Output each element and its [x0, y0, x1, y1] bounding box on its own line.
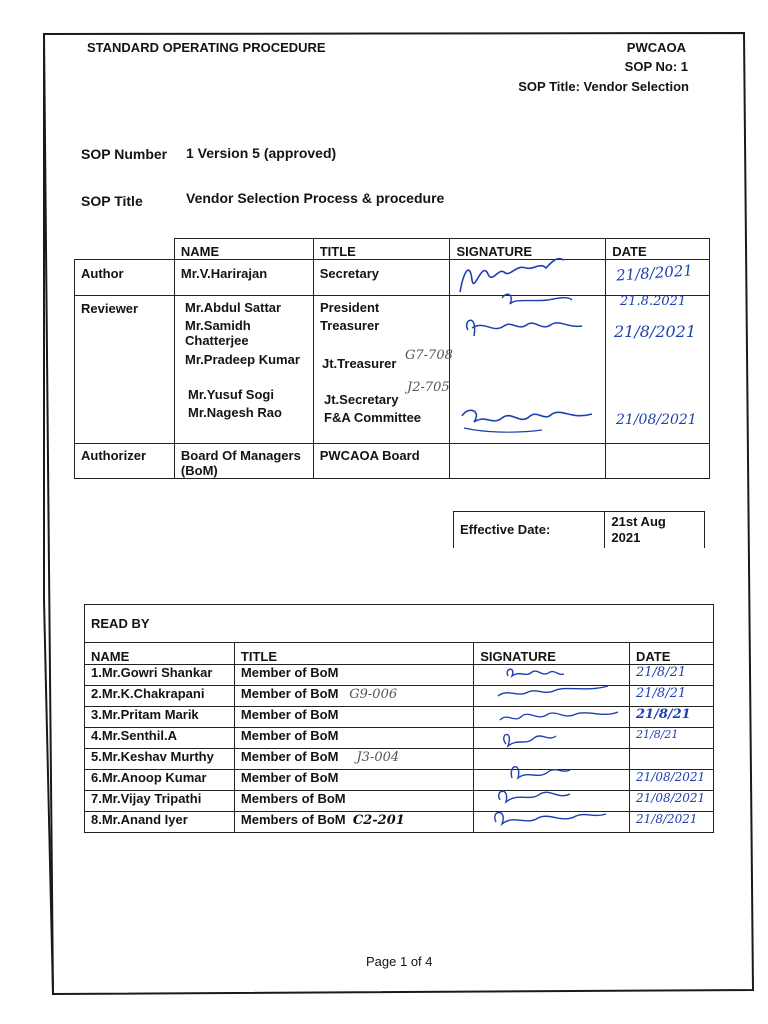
reader-name: 5.Mr.Keshav Murthy — [85, 749, 235, 770]
author-name: Mr.V.Harirajan — [174, 260, 313, 296]
reader-title-text: Member of BoM — [240, 665, 339, 680]
reader-note: G9-006 — [349, 687, 398, 702]
author-role: Author — [75, 260, 175, 296]
reader-date: 21/8/21 — [630, 686, 714, 707]
authorizer-signature — [450, 444, 606, 479]
author-title: Secretary — [313, 260, 450, 296]
col-signature: SIGNATURE — [450, 239, 606, 260]
header-sop-no: SOP No: 1 — [624, 59, 688, 74]
author-row — [75, 260, 710, 296]
reader-name: 2.Mr.K.Chakrapani — [85, 686, 235, 707]
reader-date — [630, 749, 714, 770]
reviewer-title-note-2: J2-705 — [407, 380, 450, 395]
reader-title — [234, 707, 473, 728]
reader-date: 21/8/21 — [630, 665, 714, 686]
reviewer-title-3: Jt.Treasurer — [322, 356, 397, 371]
reader-title — [234, 665, 473, 686]
page-number: Page 1 of 4 — [366, 954, 433, 969]
reader-title-text: Members of BoM — [240, 812, 346, 827]
sop-number-value: 1 Version 5 (approved) — [186, 145, 337, 161]
reader-date: 21/08/2021 — [630, 791, 714, 812]
reviewer-title-5: F&A Committee — [324, 410, 422, 425]
reader-title — [234, 686, 473, 707]
read-col-signature: SIGNATURE — [474, 643, 630, 665]
reader-date: 21/08/2021 — [630, 770, 714, 791]
authorizer-row — [75, 444, 710, 479]
authorizer-date — [606, 444, 710, 479]
effective-date-label: Effective Date: — [454, 512, 605, 548]
reader-name: 7.Mr.Vijay Tripathi — [85, 791, 235, 812]
reader-title-text: Member of BoM — [240, 686, 339, 701]
authorizer-name: Board Of Managers (BoM) — [174, 444, 313, 479]
col-name: NAME — [174, 239, 313, 260]
reader-title — [234, 791, 473, 812]
reviewer-name-5: Mr.Nagesh Rao — [188, 405, 282, 420]
effective-date-value: 21st Aug 2021 — [605, 512, 705, 548]
reviewer-name-2: Mr.Samidh Chatterjee — [185, 318, 251, 348]
reader-title-text: Members of BoM — [240, 791, 346, 806]
approval-signatures — [452, 250, 608, 440]
sop-title-value: Vendor Selection Process & procedure — [186, 190, 445, 206]
reader-name: 3.Mr.Pritam Marik — [85, 707, 235, 728]
reviewer-title-note-1: G7-708 — [405, 348, 453, 363]
read-by-signatures — [478, 662, 633, 838]
reader-title — [234, 770, 473, 791]
authorizer-role: Authorizer — [75, 444, 175, 479]
read-col-name: NAME — [85, 643, 235, 665]
reviewer-name-4: Mr.Yusuf Sogi — [188, 387, 274, 402]
col-date: DATE — [606, 239, 710, 260]
reader-title — [234, 749, 473, 770]
reader-note: J3-004 — [356, 750, 400, 765]
reviewer-date-2: 21/8/2021 — [614, 322, 697, 341]
read-by-caption: READ BY — [85, 605, 714, 643]
reviewer-title-4: Jt.Secretary — [324, 392, 399, 407]
reader-name: 1.Mr.Gowri Shankar — [85, 665, 235, 686]
header-org: PWCAOA — [626, 40, 686, 55]
read-col-title: TITLE — [234, 643, 473, 665]
reader-date: 21/8/21 — [630, 728, 714, 749]
approval-header-row — [75, 239, 710, 260]
reader-title-text: Member of BoM — [240, 770, 339, 785]
reviewer-title-2: Treasurer — [320, 318, 380, 333]
reader-title-text: Member of BoM — [240, 728, 339, 743]
reviewer-role: Reviewer — [75, 296, 175, 444]
effective-date-box — [453, 511, 705, 548]
reader-date: 21/8/21 — [630, 707, 714, 728]
author-date: 21/8/2021 — [615, 261, 694, 285]
col-title: TITLE — [313, 239, 450, 260]
reader-title — [234, 728, 473, 749]
reviewer-title-1: President — [320, 300, 380, 315]
sop-title-label: SOP Title — [81, 193, 143, 209]
reviewer-date-3: 21/08/2021 — [616, 412, 697, 428]
header-document-type: STANDARD OPERATING PROCEDURE — [87, 40, 326, 55]
reader-name: 6.Mr.Anoop Kumar — [85, 770, 235, 791]
authorizer-title: PWCAOA Board — [313, 444, 450, 479]
reader-name: 4.Mr.Senthil.A — [85, 728, 235, 749]
reader-title — [234, 812, 473, 833]
reader-name: 8.Mr.Anand Iyer — [85, 812, 235, 833]
reader-title-text: Member of BoM — [240, 749, 339, 764]
reviewer-name-3: Mr.Pradeep Kumar — [185, 352, 300, 367]
reader-note: C2-201 — [352, 813, 405, 828]
header-sop-title: SOP Title: Vendor Selection — [518, 79, 689, 94]
reader-title-text: Member of BoM — [240, 707, 339, 722]
read-col-date: DATE — [630, 643, 714, 665]
reader-date: 21/8/2021 — [630, 812, 714, 833]
reviewer-name-1: Mr.Abdul Sattar — [185, 300, 282, 315]
sop-number-label: SOP Number — [81, 146, 168, 162]
reviewer-date-1: 21.8.2021 — [620, 294, 687, 309]
